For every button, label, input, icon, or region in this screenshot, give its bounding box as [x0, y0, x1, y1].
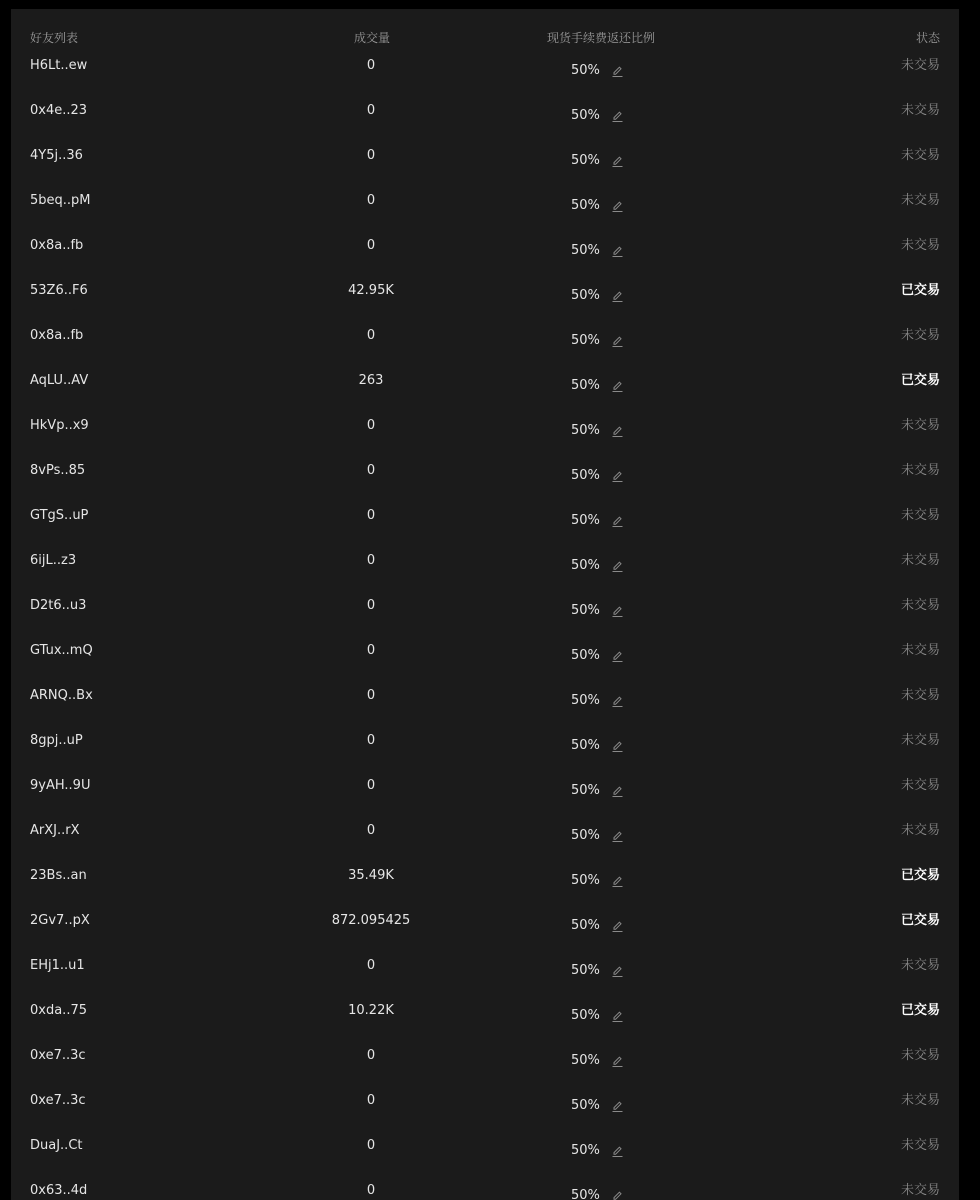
rebate-ratio	[571, 468, 624, 484]
friend-address: 0x8a..fb	[30, 238, 84, 253]
table-row	[11, 627, 959, 672]
table-row	[11, 537, 959, 582]
table-row	[11, 1077, 959, 1122]
trade-volume: 0	[366, 688, 376, 703]
trade-status: 已交易	[900, 1003, 940, 1018]
edit-icon[interactable]	[611, 470, 624, 483]
rebate-ratio-value: 50%	[571, 1053, 600, 1068]
edit-icon[interactable]	[611, 1190, 624, 1200]
edit-icon[interactable]	[611, 830, 624, 843]
trade-status: 未交易	[900, 823, 940, 838]
rebate-ratio-value: 50%	[571, 108, 600, 123]
table-row	[11, 447, 959, 492]
table-row	[11, 402, 959, 447]
trade-status: 未交易	[900, 463, 940, 478]
friend-address: D2t6..u3	[30, 598, 87, 613]
trade-volume: 0	[366, 103, 376, 118]
trade-status: 未交易	[900, 643, 940, 658]
rebate-ratio-value: 50%	[571, 1188, 600, 1200]
edit-icon[interactable]	[611, 965, 624, 978]
trade-volume: 0	[366, 1093, 376, 1108]
friends-table-panel	[11, 9, 959, 1200]
edit-icon[interactable]	[611, 425, 624, 438]
trade-volume: 10.22K	[348, 1003, 394, 1018]
friend-address: GTgS..uP	[30, 508, 89, 523]
friend-address: 5beq..pM	[30, 193, 91, 208]
edit-icon[interactable]	[611, 1055, 624, 1068]
trade-volume: 0	[366, 238, 376, 253]
trade-status: 未交易	[900, 508, 940, 523]
edit-icon[interactable]	[611, 65, 624, 78]
edit-icon[interactable]	[611, 920, 624, 933]
rebate-ratio	[571, 243, 624, 259]
edit-icon[interactable]	[611, 290, 624, 303]
trade-volume: 0	[366, 1183, 376, 1198]
table-row	[11, 132, 959, 177]
trade-volume: 0	[366, 508, 376, 523]
trade-status: 已交易	[900, 868, 940, 883]
trade-status: 未交易	[900, 778, 940, 793]
rebate-ratio	[571, 198, 624, 214]
friend-address: GTux..mQ	[30, 643, 93, 658]
trade-volume: 0	[366, 553, 376, 568]
edit-icon[interactable]	[611, 245, 624, 258]
table-row	[11, 672, 959, 717]
rebate-ratio-value: 50%	[571, 333, 600, 348]
rebate-ratio	[571, 558, 624, 574]
trade-volume: 0	[366, 418, 376, 433]
column-header-status: 状态	[915, 31, 940, 45]
table-row	[11, 267, 959, 312]
edit-icon[interactable]	[611, 785, 624, 798]
friend-address: 2Gv7..pX	[30, 913, 90, 928]
trade-status: 未交易	[900, 418, 940, 433]
table-row	[11, 1032, 959, 1077]
trade-volume: 872.095425	[331, 913, 411, 928]
trade-status: 未交易	[900, 733, 940, 748]
rebate-ratio-value: 50%	[571, 63, 600, 78]
trade-status: 未交易	[900, 103, 940, 118]
rebate-ratio	[571, 513, 624, 529]
trade-volume: 0	[366, 193, 376, 208]
rebate-ratio	[571, 738, 624, 754]
rebate-ratio	[571, 63, 624, 79]
friend-address: 9yAH..9U	[30, 778, 91, 793]
rebate-ratio	[571, 693, 624, 709]
trade-status: 未交易	[900, 1093, 940, 1108]
friend-address: 23Bs..an	[30, 868, 87, 883]
rebate-ratio-value: 50%	[571, 153, 600, 168]
friend-address: H6Lt..ew	[30, 58, 88, 73]
trade-volume: 0	[366, 463, 376, 478]
friend-address: 0x8a..fb	[30, 328, 84, 343]
rebate-ratio	[571, 783, 624, 799]
edit-icon[interactable]	[611, 1010, 624, 1023]
rebate-ratio	[571, 603, 624, 619]
edit-icon[interactable]	[611, 380, 624, 393]
trade-status: 未交易	[900, 958, 940, 973]
edit-icon[interactable]	[611, 695, 624, 708]
table-row	[11, 42, 959, 87]
edit-icon[interactable]	[611, 560, 624, 573]
friend-address: DuaJ..Ct	[30, 1138, 83, 1153]
friend-address: 6ijL..z3	[30, 553, 77, 568]
rebate-ratio-value: 50%	[571, 1098, 600, 1113]
rebate-ratio-value: 50%	[571, 513, 600, 528]
friend-address: 4Y5j..36	[30, 148, 83, 163]
trade-volume: 263	[358, 373, 384, 388]
trade-volume: 0	[366, 643, 376, 658]
trade-status: 未交易	[900, 688, 940, 703]
rebate-ratio	[571, 873, 624, 889]
table-row	[11, 987, 959, 1032]
rebate-ratio	[571, 153, 624, 169]
friend-address: ARNQ..Bx	[30, 688, 93, 703]
rebate-ratio-value: 50%	[571, 558, 600, 573]
rebate-ratio	[571, 333, 624, 349]
rebate-ratio	[571, 288, 624, 304]
rebate-ratio-value: 50%	[571, 603, 600, 618]
rebate-ratio-value: 50%	[571, 738, 600, 753]
trade-status: 已交易	[900, 283, 940, 298]
rebate-ratio-value: 50%	[571, 378, 600, 393]
table-row	[11, 492, 959, 537]
friend-address: 8vPs..85	[30, 463, 86, 478]
friend-address: 8gpj..uP	[30, 733, 83, 748]
table-row	[11, 762, 959, 807]
rebate-ratio	[571, 108, 624, 124]
table-row	[11, 1167, 959, 1200]
rebate-ratio	[571, 648, 624, 664]
table-row	[11, 87, 959, 132]
rebate-ratio-value: 50%	[571, 693, 600, 708]
rebate-ratio-value: 50%	[571, 288, 600, 303]
edit-icon[interactable]	[611, 1100, 624, 1113]
table-row	[11, 312, 959, 357]
rebate-ratio	[571, 1008, 624, 1024]
friend-address: 0x63..4d	[30, 1183, 88, 1198]
trade-status: 已交易	[900, 913, 940, 928]
edit-icon[interactable]	[611, 605, 624, 618]
friend-address: 0xe7..3c	[30, 1048, 86, 1063]
friend-address: EHj1..u1	[30, 958, 85, 973]
trade-status: 未交易	[900, 148, 940, 163]
trade-status: 已交易	[900, 373, 940, 388]
trade-status: 未交易	[900, 598, 940, 613]
friend-address: 53Z6..F6	[30, 283, 88, 298]
rebate-ratio	[571, 423, 624, 439]
rebate-ratio-value: 50%	[571, 783, 600, 798]
edit-icon[interactable]	[611, 155, 624, 168]
trade-volume: 0	[366, 958, 376, 973]
trade-status: 未交易	[900, 553, 940, 568]
rebate-ratio	[571, 828, 624, 844]
table-row	[11, 222, 959, 267]
edit-icon[interactable]	[611, 1145, 624, 1158]
table-row	[11, 1122, 959, 1167]
trade-status: 未交易	[900, 193, 940, 208]
table-row	[11, 717, 959, 762]
trade-volume: 0	[366, 598, 376, 613]
column-header-volume: 成交量	[354, 31, 391, 45]
rebate-ratio-value: 50%	[571, 648, 600, 663]
table-row	[11, 852, 959, 897]
edit-icon[interactable]	[611, 875, 624, 888]
rebate-ratio-value: 50%	[571, 873, 600, 888]
rebate-ratio-value: 50%	[571, 423, 600, 438]
trade-status: 未交易	[900, 238, 940, 253]
table-row	[11, 807, 959, 852]
edit-icon[interactable]	[611, 740, 624, 753]
rebate-ratio	[571, 1188, 624, 1200]
trade-volume: 42.95K	[348, 283, 394, 298]
column-header-rebate-ratio: 现货手续费返还比例	[547, 31, 656, 45]
rebate-ratio-value: 50%	[571, 243, 600, 258]
rebate-ratio	[571, 378, 624, 394]
trade-status: 未交易	[900, 1183, 940, 1198]
edit-icon[interactable]	[611, 335, 624, 348]
trade-volume: 0	[366, 733, 376, 748]
friend-address: 0xe7..3c	[30, 1093, 86, 1108]
rebate-ratio	[571, 963, 624, 979]
column-header-friends: 好友列表	[30, 31, 79, 45]
edit-icon[interactable]	[611, 515, 624, 528]
rebate-ratio-value: 50%	[571, 468, 600, 483]
edit-icon[interactable]	[611, 110, 624, 123]
rebate-ratio	[571, 1053, 624, 1069]
friend-address: ArXJ..rX	[30, 823, 80, 838]
table-row	[11, 177, 959, 222]
edit-icon[interactable]	[611, 650, 624, 663]
trade-status: 未交易	[900, 328, 940, 343]
friends-list	[11, 42, 959, 1200]
trade-status: 未交易	[900, 1138, 940, 1153]
friend-address: 0xda..75	[30, 1003, 87, 1018]
rebate-ratio-value: 50%	[571, 1143, 600, 1158]
rebate-ratio-value: 50%	[571, 963, 600, 978]
rebate-ratio-value: 50%	[571, 198, 600, 213]
trade-status: 未交易	[900, 58, 940, 73]
edit-icon[interactable]	[611, 200, 624, 213]
trade-volume: 0	[366, 778, 376, 793]
rebate-ratio-value: 50%	[571, 1008, 600, 1023]
trade-volume: 0	[366, 1138, 376, 1153]
trade-volume: 35.49K	[348, 868, 394, 883]
friend-address: 0x4e..23	[30, 103, 88, 118]
rebate-ratio-value: 50%	[571, 828, 600, 843]
trade-volume: 0	[366, 328, 376, 343]
trade-status: 未交易	[900, 1048, 940, 1063]
rebate-ratio-value: 50%	[571, 918, 600, 933]
table-row	[11, 357, 959, 402]
trade-volume: 0	[366, 823, 376, 838]
table-row	[11, 897, 959, 942]
trade-volume: 0	[366, 148, 376, 163]
rebate-ratio	[571, 1098, 624, 1114]
table-row	[11, 942, 959, 987]
trade-volume: 0	[366, 1048, 376, 1063]
table-row	[11, 582, 959, 627]
trade-volume: 0	[366, 58, 376, 73]
rebate-ratio	[571, 918, 624, 934]
friend-address: AqLU..AV	[30, 373, 89, 388]
rebate-ratio	[571, 1143, 624, 1159]
friend-address: HkVp..x9	[30, 418, 89, 433]
